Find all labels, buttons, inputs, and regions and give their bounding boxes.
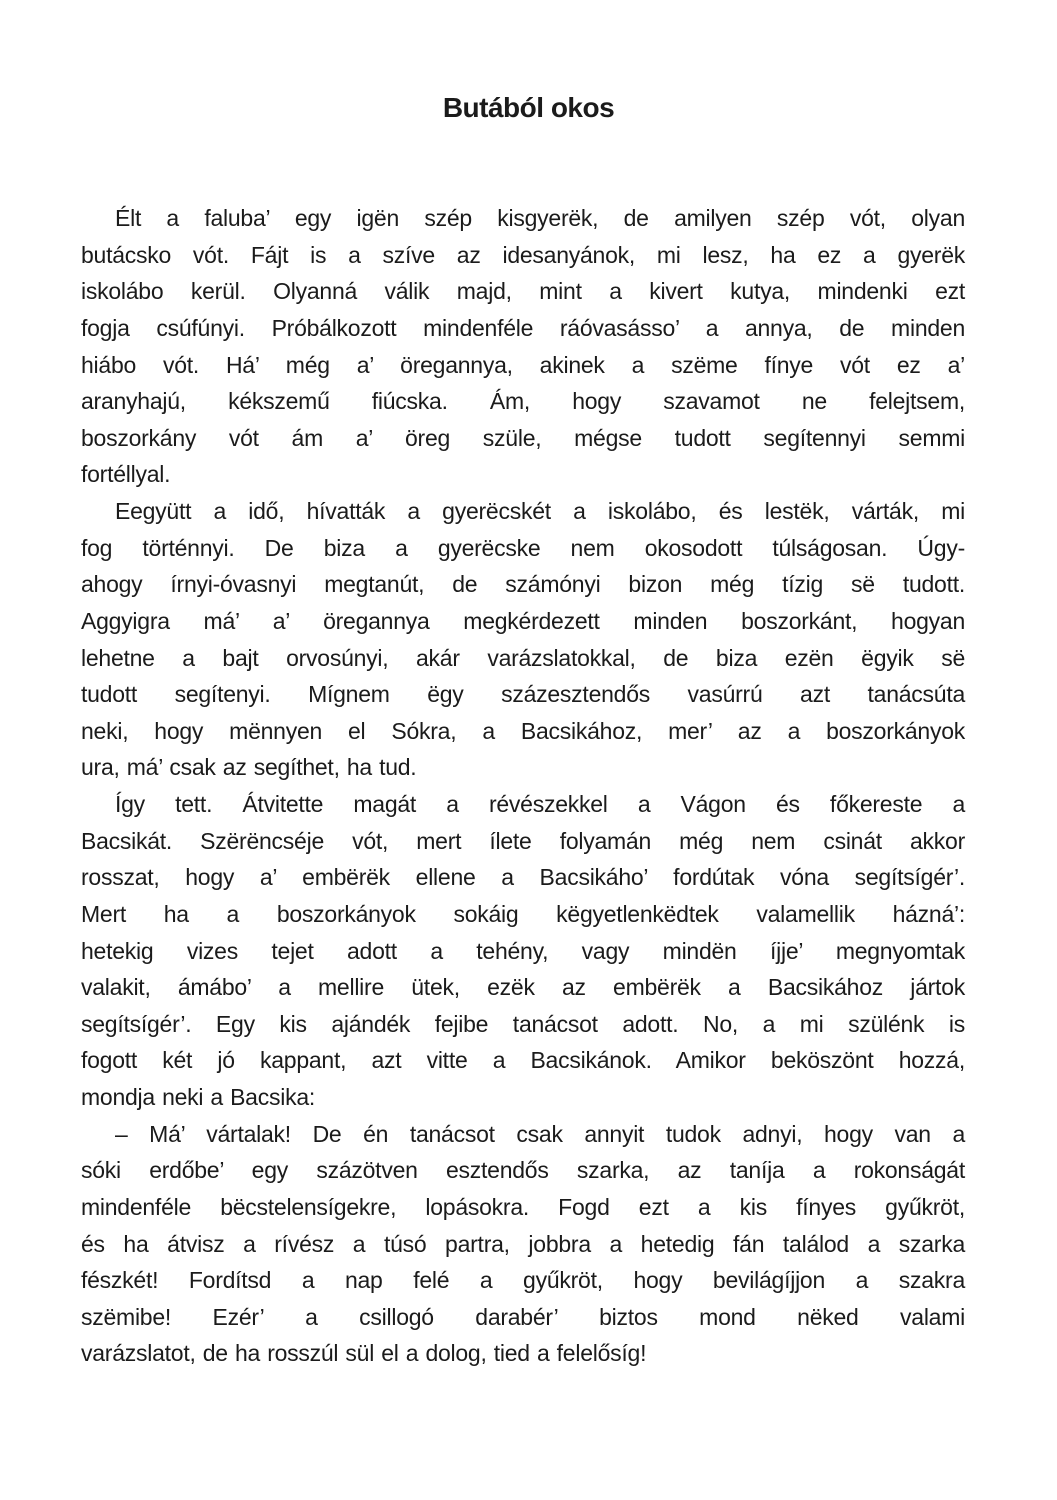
text-line: segítsígér’. Egy kis ajándék fejibe tanácsot adott. No, a mi szülénk is	[81, 1010, 965, 1037]
text-line: butácsko vót. Fájt is a szíve az idesanyánok, mi lesz, ha ez a gyerëk	[81, 241, 965, 268]
paragraph	[81, 493, 965, 786]
paragraph	[81, 200, 965, 493]
text-line: fészkét! Fordítsd a nap felé a gyűkröt, hogy bevilágíjjon a szakra	[81, 1267, 965, 1294]
text-line: – Má’ vártalak! De én tanácsot csak annyit tudok adnyi, hogy van a	[115, 1120, 965, 1147]
paragraph	[81, 786, 965, 1116]
document-body	[81, 200, 965, 1372]
text-line: mondja neki a Bacsika:	[81, 1084, 316, 1110]
text-line: fortéllyal.	[81, 461, 171, 488]
text-line: neki, hogy mënnyen el Sókra, a Bacsikához, mer’ az a boszorkányok	[81, 717, 965, 744]
text-line: Így tett. Átvitette magát a révészekkel a Vágon és főkereste a	[115, 791, 965, 817]
text-line: szëmibe! Ezér’ a csillogó darabér’ biztos mond nëked valami	[81, 1303, 965, 1330]
document-title: Butából okos	[442, 92, 615, 123]
text-line: Aggyigra má’ a’ öregannya megkérdezett minden boszorkánt, hogyan	[81, 607, 965, 634]
text-line: varázslatot, de ha rosszúl sül el a dolog, tied a felelősíg!	[81, 1340, 647, 1367]
text-line: Eegyütt a idő, hívatták a gyerëcskét a iskolábo, és lestëk, várták, mi	[115, 498, 965, 524]
text-line: lehetne a bajt orvosúnyi, akár varázslatokkal, de biza ezën ëgyik së	[81, 644, 965, 671]
text-line: valakit, ámábo’ a mellire ütek, ezëk az embërëk a Bacsikához jártok	[81, 974, 965, 1001]
text-line: tudott segítenyi. Mígnem ëgy százesztendős vasúrrú azt tanácsúta	[81, 681, 965, 708]
text-line: ahogy írnyi-óvasnyi megtanút, de számónyi bizon még tízig së tudott.	[81, 571, 965, 598]
text-line: sóki erdőbe’ egy százötven esztendős szarka, az taníja a rokonságát	[81, 1157, 965, 1184]
text-line: ura, má’ csak az segíthet, ha tud.	[81, 754, 417, 781]
text-line: boszorkány vót ám a’ öreg szüle, mégse tudott segítennyi semmi	[81, 424, 965, 451]
text-line: és ha átvisz a rívész a túsó partra, jobbra a hetedig fán találod a szarka	[81, 1230, 965, 1257]
text-line: Bacsikát. Szërëncséje vót, mert ílete folyamán még nem csinát akkor	[81, 827, 965, 854]
text-line: fogja csúfúnyi. Próbálkozott mindenféle ráóvasásso’ a annya, de minden	[81, 314, 965, 341]
text-line: Élt a faluba’ egy igën szép kisgyerëk, de amilyen szép vót, olyan	[115, 205, 965, 231]
text-line: iskolábo kerül. Olyanná válik majd, mint a kivert kutya, mindenki ezt	[81, 278, 965, 305]
text-line: fog történnyi. De biza a gyerëcske nem okosodott túlságosan. Úgy-	[81, 534, 965, 561]
text-line: hiábo vót. Há’ még a’ öregannya, akinek a szëme fínye vót ez a’	[81, 351, 965, 378]
paragraph	[81, 1116, 965, 1372]
text-line: mindenféle bëcstelensígekre, lopásokra. Fogd ezt a kis fínyes gyűkröt,	[81, 1193, 965, 1220]
text-line: hetekig vizes tejet adott a tehény, vagy mindën íjje’ megnyomtak	[81, 937, 965, 964]
text-line: fogott két jó kappant, azt vitte a Bacsikánok. Amikor beköszönt hozzá,	[81, 1047, 965, 1074]
text-line: Mert ha a boszorkányok sokáig këgyetlenkëdtek valamellik házná’:	[81, 900, 965, 927]
text-line: aranyhajú, kékszemű fiúcska. Ám, hogy szavamot ne felejtsem,	[81, 388, 965, 415]
text-line: rosszat, hogy a’ embërëk ellene a Bacsikáho’ fordútak vóna segítsígér’.	[81, 864, 965, 891]
